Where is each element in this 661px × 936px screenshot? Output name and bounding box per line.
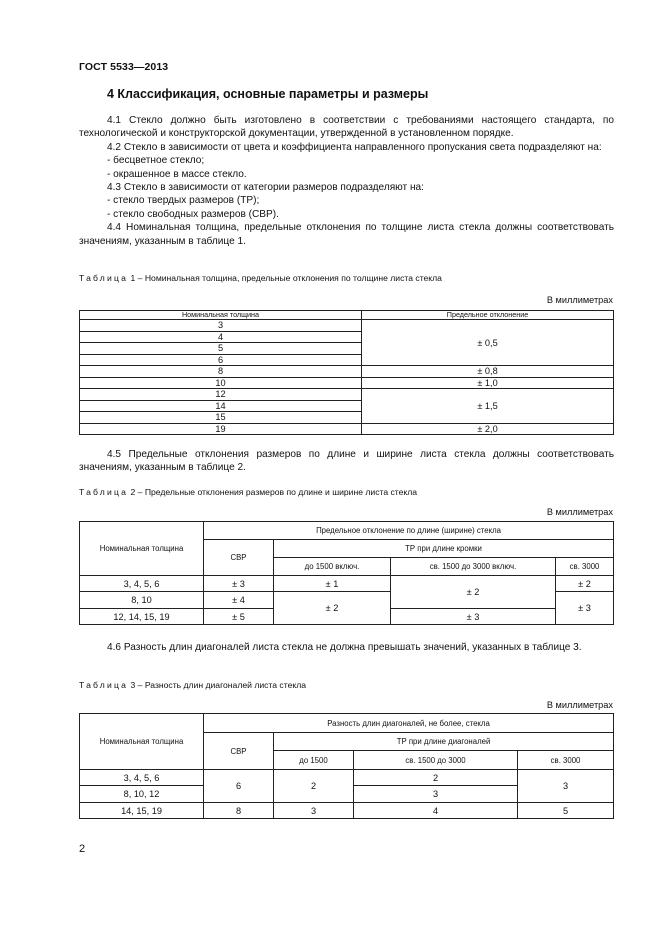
table1-cell-thickness: 5 — [80, 343, 362, 355]
paragraph-4-2: 4.2 Стекло в зависимости от цвета и коэффициента направленного пропускания света подразделяют на: — [107, 141, 602, 153]
table3-header-tr-up-to-1500: до 1500 — [274, 751, 354, 770]
paragraph-4-1: 4.1 Стекло должно быть изготовлено в соответствии с требованиями настоящего стандарта, по технологической и конструкторской документации, утвержденной в установленном порядке. — [79, 115, 614, 140]
table3-cell-svr: 8 — [204, 803, 274, 819]
table3-cell-thickness: 3, 4, 5, 6 — [80, 770, 204, 786]
table2-cell-tr2: ± 3 — [391, 609, 556, 625]
paragraph-4-5: 4.5 Предельные отклонения размеров по длине и ширине листа стекла должны соответствовать значениям, указанным в таблице 2. — [79, 449, 614, 474]
paragraph-4-6: 4.6 Разность длин диагоналей листа стекла не должна превышать значений, указанных в таблице 3. — [107, 642, 582, 653]
section-text-block-3 — [79, 641, 614, 654]
table2-header-tr-1500-3000: св. 1500 до 3000 включ. — [391, 558, 556, 576]
section-title: 4 Классификация, основные параметры и размеры — [107, 87, 429, 101]
table2-cell-tr1: ± 1 — [274, 576, 391, 592]
table1-cell-deviation: ± 2,0 — [362, 423, 614, 435]
table1-caption-word: Таблица — [79, 273, 129, 283]
table1-caption-text: 1 – Номинальная толщина, предельные отклонения по толщине листа стекла — [128, 273, 442, 283]
table3-cell-tr3: 3 — [518, 770, 614, 803]
table3-header-thickness: Номинальная толщина — [80, 714, 204, 770]
table3-cell-tr1: 2 — [274, 770, 354, 803]
table3-caption-text: 3 – Разность длин диагоналей листа стекла — [128, 680, 306, 690]
table1-cell-thickness: 12 — [80, 389, 362, 401]
table2-cell-tr3: ± 3 — [556, 592, 614, 625]
table3-header-svr: СВР — [204, 733, 274, 770]
table3-cell-thickness: 14, 15, 19 — [80, 803, 204, 819]
table3-caption — [79, 680, 306, 690]
table1-unit: В миллиметрах — [546, 295, 613, 305]
table2-cell-svr: ± 3 — [204, 576, 274, 592]
table2-cell-tr2: ± 2 — [391, 576, 556, 609]
table2-caption-text: 2 – Предельные отклонения размеров по длине и ширине листа стекла — [128, 487, 418, 497]
table1-cell-thickness: 19 — [80, 423, 362, 435]
table2-header-thickness: Номинальная толщина — [80, 522, 204, 576]
table1-cell-deviation: ± 1,0 — [362, 377, 614, 389]
table3-header-tr-1500-3000: св. 1500 до 3000 — [354, 751, 518, 770]
table3-cell-tr2: 4 — [354, 803, 518, 819]
table2-header-deviation-group: Предельное отклонение по длине (ширине) стекла — [204, 522, 614, 540]
list-item-fixed-sizes: - стекло твердых размеров (ТР); — [107, 195, 260, 207]
table1-header-deviation: Предельное отклонение — [362, 311, 614, 320]
list-item-tinted: - окрашенное в массе стекло. — [107, 168, 247, 180]
table2-cell-tr1: ± 2 — [274, 592, 391, 625]
table1-cell-thickness: 14 — [80, 400, 362, 412]
table3-cell-tr1: 3 — [274, 803, 354, 819]
list-item-colorless: - бесцветное стекло; — [107, 155, 205, 167]
table3-cell-svr: 6 — [204, 770, 274, 803]
standard-header: ГОСТ 5533—2013 — [79, 61, 169, 73]
table2-header-tr-up-to-1500: до 1500 включ. — [274, 558, 391, 576]
table2-cell-svr: ± 4 — [204, 592, 274, 609]
table3-cell-tr2: 2 — [354, 770, 518, 786]
table1-cell-thickness: 3 — [80, 320, 362, 332]
paragraph-4-4: 4.4 Номинальная толщина, предельные отклонения по толщине листа стекла должны соответствовать значениям, указанным в таблице 1. — [79, 222, 614, 247]
table3-header-tr-over-3000: св. 3000 — [518, 751, 614, 770]
table2-cell-thickness: 3, 4, 5, 6 — [80, 576, 204, 592]
table1-cell-deviation: ± 0,5 — [362, 320, 614, 366]
table2-header-svr: СВР — [204, 540, 274, 576]
table3 — [79, 713, 614, 819]
table3-header-group: Разность длин диагоналей, не более, стекла — [204, 714, 614, 733]
table3-cell-tr2: 3 — [354, 786, 518, 803]
table2-cell-tr3: ± 2 — [556, 576, 614, 592]
table2-caption-word: Таблица — [79, 487, 129, 497]
paragraph-4-3: 4.3 Стекло в зависимости от категории размеров подразделяют на: — [107, 182, 424, 194]
table2-unit: В миллиметрах — [546, 507, 613, 517]
list-item-free-sizes: - стекло свободных размеров (СВР). — [107, 208, 279, 220]
table1-cell-thickness: 4 — [80, 331, 362, 343]
table2 — [79, 521, 614, 625]
table1-header-thickness: Номинальная толщина — [80, 311, 362, 320]
section-text-block-1 — [79, 114, 614, 248]
table1-cell-thickness: 6 — [80, 354, 362, 366]
table2-cell-thickness: 8, 10 — [80, 592, 204, 609]
page-number: 2 — [79, 843, 86, 855]
table3-caption-word: Таблица — [79, 680, 129, 690]
table3-header-tr-group: ТР при длине диагоналей — [274, 733, 614, 751]
table2-caption — [79, 487, 417, 497]
table1-cell-deviation: ± 0,8 — [362, 366, 614, 378]
table1-cell-thickness: 10 — [80, 377, 362, 389]
table1 — [79, 310, 614, 435]
table2-header-tr-over-3000: св. 3000 — [556, 558, 614, 576]
table1-cell-thickness: 8 — [80, 366, 362, 378]
table1-cell-thickness: 15 — [80, 412, 362, 424]
table1-caption — [79, 273, 442, 283]
section-text-block-2 — [79, 448, 614, 475]
table3-cell-thickness: 8, 10, 12 — [80, 786, 204, 803]
table2-cell-svr: ± 5 — [204, 609, 274, 625]
table2-cell-thickness: 12, 14, 15, 19 — [80, 609, 204, 625]
table1-cell-deviation: ± 1,5 — [362, 389, 614, 424]
table2-header-tr-group: ТР при длине кромки — [274, 540, 614, 558]
table3-unit: В миллиметрах — [546, 700, 613, 710]
table3-cell-tr3: 5 — [518, 803, 614, 819]
